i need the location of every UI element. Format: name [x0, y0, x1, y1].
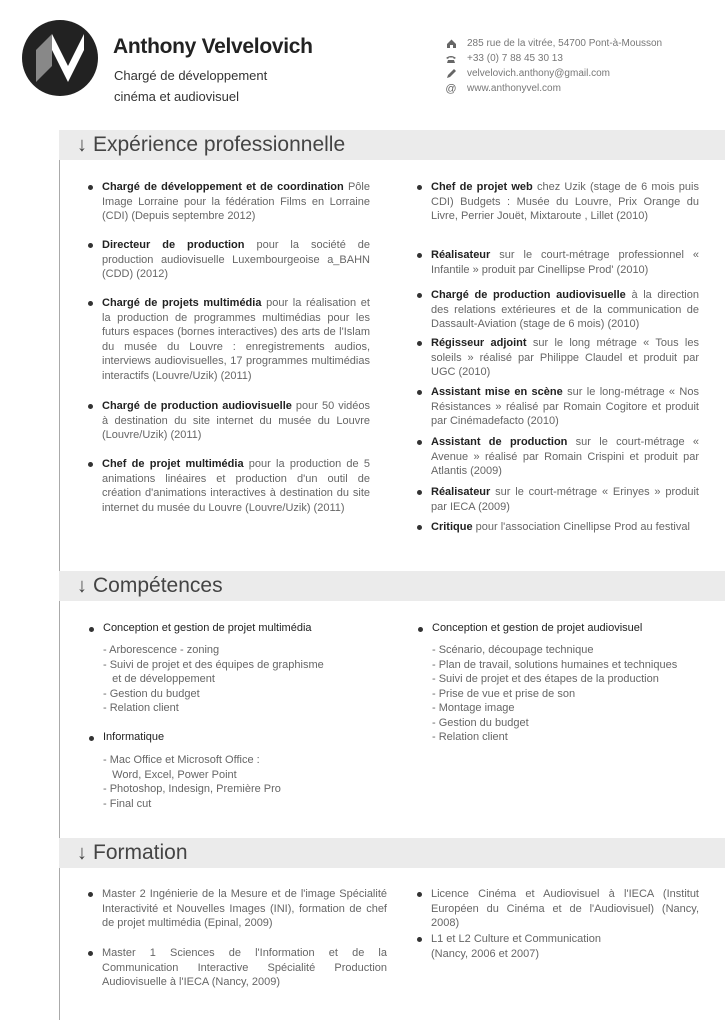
skill-heading: Conception et gestion de projet audiovisuel: [432, 622, 642, 634]
list-item: Directeur de production pour la société de production audiovisuelle Luxembourgeoise a_BAHN (CDD) (2012): [102, 238, 370, 282]
contact-website: [445, 81, 662, 96]
contact-website-text[interactable]: www.anthonyvel.com: [467, 83, 561, 94]
section-title: Formation: [93, 841, 188, 864]
list-item: Chargé de production audiovisuelle pour 50 vidéos à destination du site internet du musée du Louvre (Louvre/Uzik) (2011): [102, 399, 370, 443]
phone-icon: [445, 53, 457, 65]
contact-block: [445, 36, 662, 96]
section-experience-header: [59, 130, 725, 160]
skill-heading: Informatique: [103, 731, 164, 743]
house-icon: [445, 38, 457, 50]
list-item: L1 et L2 Culture et Communication (Nancy, 2006 et 2007): [431, 932, 621, 961]
list-item: Assistant mise en scène sur le long-métrage « Nos Résistances » réalisé par Romain Cogitore et produit par Cinémadefacto (2010): [431, 385, 699, 429]
arrow-down-icon: ↓: [77, 133, 87, 156]
at-icon: @: [445, 82, 457, 95]
list-item: Master 2 Ingénierie de la Mesure et de l'image Spécialité Interactivité et Nouvelles Images (INI), formation de chef de projet multimédia (Epinal, 2009): [102, 887, 387, 931]
section-competences-header: [59, 571, 725, 601]
skill-list: - Arborescence - zoning - Suivi de projet et des équipes de graphisme et de développement - Gestion du budget - Relation client: [103, 644, 324, 714]
list-item: Chargé de projets multimédia pour la réalisation et la production de programmes multimédias pour les futurs espaces (bornes interactives) des arts de l'Islam du musée du Louvre : enregistrements audios, interviews audiovisuelles, 17 programmes multimédias interactifs (Louvre/Uzik) (2011): [102, 296, 370, 383]
pen-icon: [445, 68, 457, 80]
list-item: Réalisateur sur le court-métrage professionnel « Infantile » produit par Cinellipse Prod' (2010): [431, 248, 699, 277]
list-item: Critique pour l'association Cinellipse Prod au festival: [431, 520, 711, 535]
job-title: [114, 65, 344, 107]
job-title-line2: cinéma et audiovisuel: [114, 89, 240, 104]
list-item: Réalisateur sur le court-métrage « Erinyes » produit par IECA (2009): [431, 485, 699, 514]
skill-list: - Mac Office et Microsoft Office : Word, Excel, Power Point - Photoshop, Indesign, Première Pro - Final cut: [103, 754, 281, 810]
list-item: Chef de projet multimédia pour la production de 5 animations linéaires et production d'un outil de création d'animations interactives à destination du site internet du musée du Louvre (Louvre/Uzik) (2011): [102, 457, 370, 515]
list-item: Chargé de développement et de coordination Pôle Image Lorraine pour la fédération Films en Lorraine (CDI) (Depuis septembre 2012): [102, 180, 370, 224]
skill-list: - Scénario, découpage technique - Plan de travail, solutions humaines et techniques - Suivi de projet et des étapes de la production - Prise de vue et prise de son - Montage image - Gestion du budget - Relation client: [432, 644, 678, 743]
contact-address: [445, 36, 662, 51]
arrow-down-icon: ↓: [77, 574, 87, 597]
list-item: Licence Cinéma et Audiovisuel à l'IECA (Institut Européen du Cinéma et de l'Audiovisuel) (Nancy, 2008): [431, 887, 699, 931]
section-formation-header: [59, 838, 725, 868]
contact-email-text[interactable]: velvelovich.anthony@gmail.com: [467, 68, 610, 79]
section-title: Expérience professionnelle: [93, 133, 346, 156]
contact-address-text: 285 rue de la vitrée, 54700 Pont-à-Mousson: [467, 38, 663, 49]
person-name: Anthony Velvelovich: [113, 35, 313, 58]
list-item: Régisseur adjoint sur le long métrage « Tous les soleils » réalisé par Philippe Claudel et produit par UGC (2010): [431, 336, 699, 380]
list-item: Assistant de production sur le court-métrage « Avenue » réalisé par Romain Crispini et produit par Atlantis (2009): [431, 435, 699, 479]
section-title: Compétences: [93, 574, 223, 597]
job-title-line1: Chargé de développement: [114, 68, 268, 83]
arrow-down-icon: ↓: [77, 841, 87, 864]
list-item: Master 1 Sciences de l'Information et de la Communication Interactive Spécialité Production Audiovisuelle à l'IECA (Nancy, 2009): [102, 946, 387, 990]
skill-heading: Conception et gestion de projet multimédia: [103, 622, 312, 634]
logo: [22, 20, 98, 96]
contact-phone-text: +33 (0) 7 88 45 30 13: [467, 53, 563, 64]
list-item: Chargé de production audiovisuelle à la direction des relations extérieures et de la communication de Dassault-Aviation (stage de 6 mois) (2010): [431, 288, 699, 332]
contact-email: [445, 66, 662, 81]
list-item: Chef de projet web chez Uzik (stage de 6 mois puis CDI) Budgets : Musée du Louvre, Prix Orange du Livre, Perrier Jouët, Mixtaroute , Lillet (2010): [431, 180, 699, 224]
contact-phone: [445, 51, 662, 66]
